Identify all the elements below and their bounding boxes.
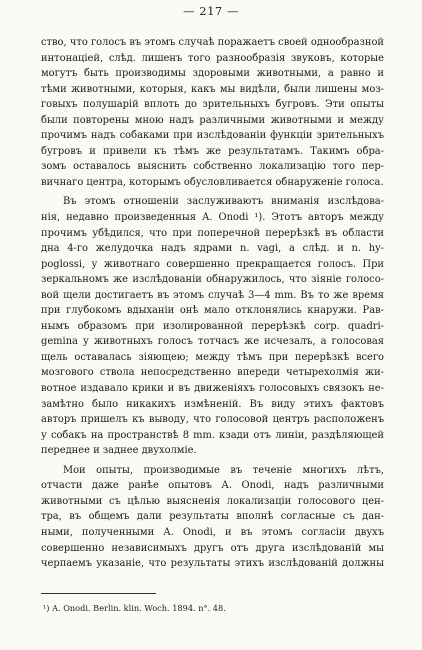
text-line: дна 4-го желудочка надъ ядрами n. vagi, а слѣд. и n. hy- <box>41 243 384 255</box>
text-line: щель оставалась зiяющею; между тѣмъ при перерѣзкѣ всего <box>41 351 384 363</box>
text-line: прочимъ убѣдился, что при поперечной перерѣзкѣ въ области <box>41 227 384 239</box>
text-line: могутъ быть производимы здоровыми животными, а равно и <box>41 68 384 80</box>
text-line: переднее и заднее двухолмiе. <box>41 445 197 457</box>
text-line: тра, въ общемъ дали результаты вполнѣ согласные съ дан- <box>41 511 384 523</box>
text-line: замѣтно было никакихъ измѣненiй. Въ виду этихъ фактовъ <box>41 398 384 410</box>
text-line: Въ этомъ отношенiи заслуживаютъ вниманiя изслѣдова- <box>63 196 384 208</box>
footnote: ¹) A. Onodi. Berlin. klin. Woch. 1894. n°. 48. <box>43 603 226 613</box>
text-line: животными съ цѣлью выясненiя локализацiи голосового цен- <box>41 495 384 507</box>
paragraph-3 <box>41 463 384 572</box>
text-line: зомъ оставалось выяснить собственно локализацiю того пер- <box>41 161 384 173</box>
text-line: вотное издавало крики и въ движенiяхъ голосовыхъ связокъ не- <box>41 383 384 395</box>
text-line: интонацiей, слѣд. лишенъ того разнообразiя звуковъ, которые <box>41 52 384 64</box>
footnote-rule <box>41 593 156 594</box>
text-line: вичнаго центра, которымъ обусловливается обнаруженiе голоса. <box>41 176 384 188</box>
text-line: совершенно независимыхъ другъ отъ друга изслѣдованiй мы <box>41 542 384 554</box>
text-line: нiя, недавно произведенныя А. Onodi ¹). Этотъ авторъ между <box>41 212 384 224</box>
paragraph-1 <box>41 35 384 190</box>
text-line: зеркальномъ же изслѣдованiи обнаружилось, что зiянiе голосо- <box>41 274 384 286</box>
text-line: бугровъ и привели къ тѣмъ же результатамъ. Такимъ обра- <box>41 145 384 157</box>
text-line: вой щели достигаетъ въ этомъ случаѣ 3—4 mm. Въ то же время <box>41 289 384 301</box>
text-line: мозгового ствола непосредственно впереди четырехолмiя жи- <box>41 367 384 379</box>
text-line: были повторены мною надъ различными животными и между <box>41 114 384 126</box>
text-line: Мои опыты, производимые въ теченiе многихъ лѣтъ, <box>63 464 384 476</box>
text-line: ными, полученными А. Onodi, и въ этомъ согласiи двухъ <box>41 526 384 538</box>
text-line: черпаемъ указанiе, что результаты этихъ изслѣдованiй должны <box>41 558 384 570</box>
text-line: говыхъ полушарiй вплоть до зрительныхъ бугровъ. Эти опыты <box>41 99 384 111</box>
body-text <box>41 35 384 572</box>
text-line: прочимъ надъ собаками при изслѣдованiи функцiи зрительныхъ <box>41 130 384 142</box>
text-line: poglossi, у животнаго совершенно прекращается голосъ. При <box>41 258 384 270</box>
paragraph-2 <box>41 194 384 458</box>
text-line: отчасти даже ранѣе опытовъ А. Onodi, надъ различными <box>41 480 384 492</box>
text-line: при глубокомъ вдыханiи онѣ мало отклонялись кнаружи. Рав- <box>41 305 384 317</box>
page-number: — 217 — <box>183 4 239 18</box>
text-line: gemina у животныхъ голосъ тотчасъ же исчезалъ, а голосовая <box>41 336 384 348</box>
text-line: нымъ образомъ при изолированной перерѣзкѣ corp. quadri- <box>41 320 384 332</box>
text-line: у собакъ на пространствѣ 8 mm. кзади отъ линiи, раздѣляющей <box>41 429 384 441</box>
text-line: ство, что голосъ въ этомъ случаѣ поражаетъ своей однообразной <box>41 37 384 48</box>
text-line: тѣми животными, которыя, какъ мы видѣли, были лишены моз- <box>41 83 384 95</box>
text-line: авторъ пришелъ къ выводу, что голосовой центръ расположенъ <box>41 414 384 426</box>
